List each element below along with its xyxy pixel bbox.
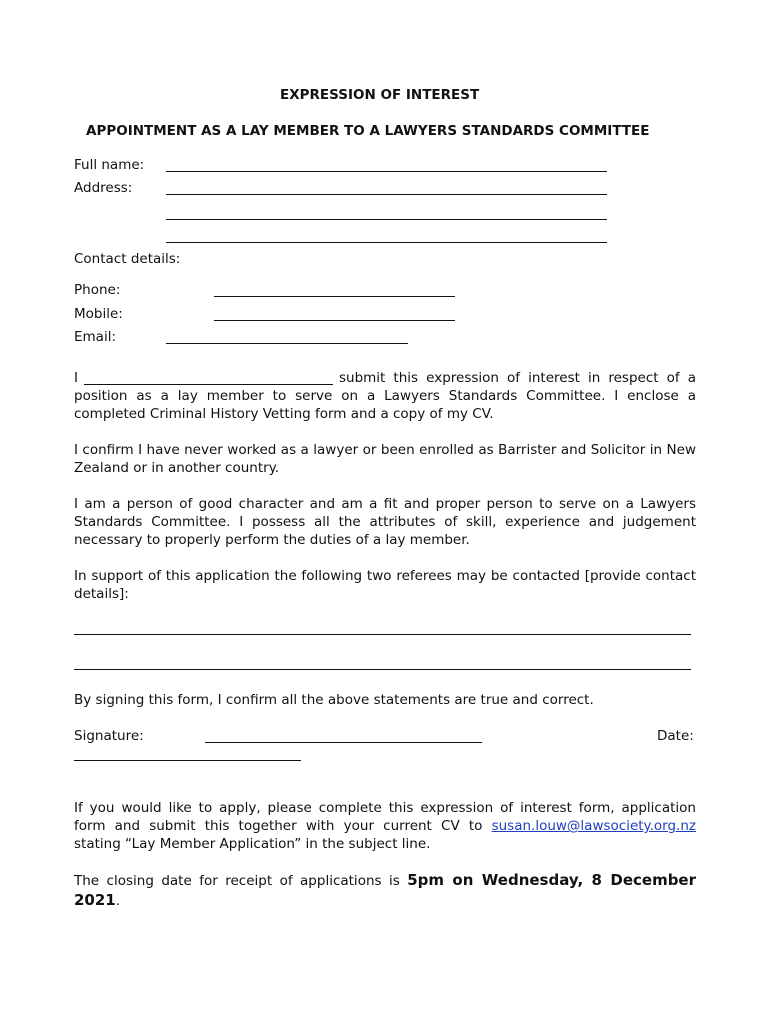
confirm-paragraph: I confirm I have never worked as a lawyer or been enrolled as Barrister and Solicitor in New Zealand or in another country. (74, 442, 696, 476)
address-field-line-1[interactable] (166, 194, 607, 195)
closing-text: The closing date for receipt of applications is (74, 873, 400, 889)
address-field-line-2[interactable] (166, 219, 607, 220)
email-label: Email: (74, 329, 117, 345)
closing-date: 5pm on Wednesday, 8 December 2021 (74, 871, 697, 909)
address-label: Address: (74, 180, 133, 196)
mobile-label: Mobile: (74, 306, 123, 322)
referee-2-field[interactable] (74, 669, 691, 670)
date-field[interactable] (74, 760, 301, 761)
apply-text: If you would like to apply, please complete this expression of interest form, application form and submit this together with your current CV to (74, 800, 696, 834)
apply-text-after: stating “Lay Member Application” in the subject line. (74, 836, 431, 852)
apply-paragraph (74, 799, 696, 853)
mobile-field[interactable] (214, 320, 455, 321)
date-label: Date: (657, 728, 694, 744)
phone-field[interactable] (214, 296, 455, 297)
form-subtitle: APPOINTMENT AS A LAY MEMBER TO A LAWYERS STANDARDS COMMITTEE (86, 123, 650, 139)
declaration-prefix: I (74, 370, 78, 386)
apply-email-link[interactable]: susan.louw@lawsociety.org.nz (491, 818, 696, 834)
declaration-line-3: completed Criminal History Vetting form and a copy of my CV. (74, 406, 494, 422)
declaration-line-1: submit this expression of interest in respect of a (339, 370, 696, 386)
closing-paragraph (74, 871, 696, 911)
referee-1-field[interactable] (74, 634, 691, 635)
signature-label: Signature: (74, 728, 144, 744)
address-field-line-3[interactable] (166, 242, 607, 243)
form-title: EXPRESSION OF INTEREST (280, 87, 480, 103)
closing-period: . (115, 893, 121, 909)
signing-statement: By signing this form, I confirm all the above statements are true and correct. (74, 692, 594, 708)
full-name-field[interactable] (166, 171, 607, 172)
email-field[interactable] (166, 343, 408, 344)
declarant-name-field[interactable] (84, 384, 333, 385)
full-name-label: Full name: (74, 157, 145, 173)
phone-label: Phone: (74, 282, 121, 298)
declaration-line-2: position as a lay member to serve on a Lawyers Standards Committee. I enclose a (74, 388, 696, 404)
referees-paragraph: In support of this application the following two referees may be contacted [provide contact details]: (74, 568, 696, 602)
contact-details-label: Contact details: (74, 251, 181, 267)
character-paragraph: I am a person of good character and am a fit and proper person to serve on a Lawyers Standards Committee. I possess all the attributes of skill, experience and judgement necessary to properly perform the duties of a lay member. (74, 496, 696, 548)
signature-field[interactable] (205, 742, 482, 743)
